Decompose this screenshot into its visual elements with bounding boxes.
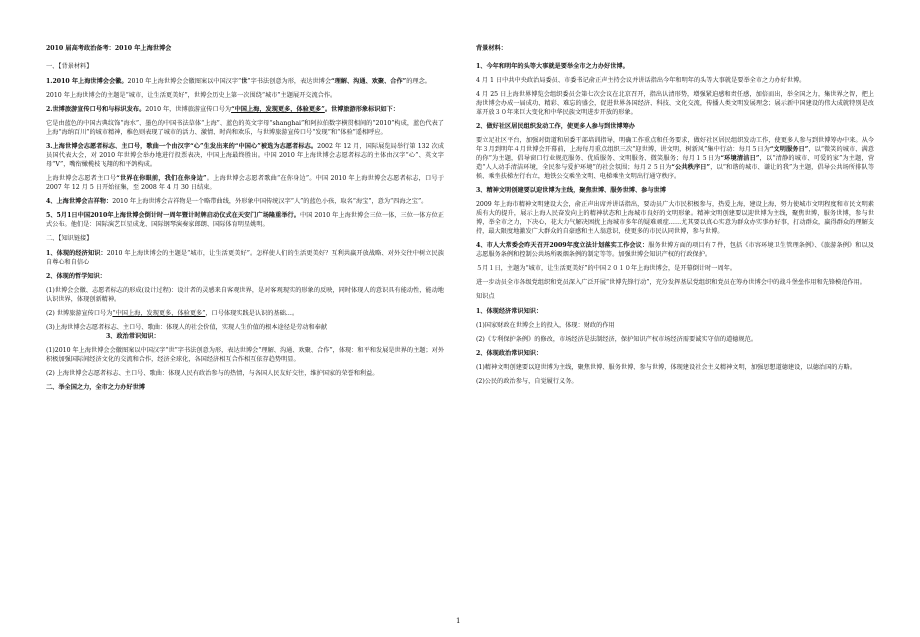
paragraph-civilization: 2009 年上海市精神文明建设大会，俞正声出席并讲话指出，要动员广大市民积极参与，热爱上海，建设上海，努力使城市文明程度和市民文明素质有大的提升，展示上海人民奋发向上的精神状态和上海城市良好的文明形象。精神文明创建要以迎世博为主线，聚焦世博，服务世博，参与世博，举全市之力，下决心，花大力气解决困扰上海城市多年的疑难顽症……尤其要以真心实意为群众办实事办好事，打动群众，赢得群众的理解支持，最大限度地激发广大群众的自豪感和主人翁意识，使更多的市民认同世博，参与世博。 [476,201,874,235]
paragraph-theme: 2010 年上海世博会的主题是“城市，让生活更美好”，世博会历史上第一次围绕“城市”主题展开交流合作。 [46,92,337,99]
heading-community: 2、做好社区居民组织发动工作，使更多人参与到世博筹办 [476,123,635,130]
heading-whole-country: 二、举全国之力，全市之力办好世博 [46,384,145,391]
philosophy-item-1: (1)世博会会徽、志愿者标志的形成(设计过程)：设计者的灵感来自客观世界，是对客观现实的形象的反映，同时体现人的意识具有能动性，能动地认识世界，体现创新精神。 [46,287,444,303]
paragraph-countdown: 5、5月1日中国2010年上海世博会倒计时一周年暨计时牌启动仪式在天安门广场隆重举行。中国 2010 年上海世博会三位一体，三位一体方位正式公布。他们是：国际演艺巨星成龙、国际钢琴演奏家郎朗、国际体育明星姚明。 [46,212,444,228]
paragraph-volunteer: 3.上海世博会志愿者标志、主口号，歌曲一个由汉字“心”生发出来的“中国心”被选为志愿者标志。2002 年 12 月，国际展览局举行第 132 次成员国代表大会，对 2010 年世博会举办地进行投票表决，中国上海最终胜出。中国 2010 年上海世博会志愿者标志的主体由汉字“心”、英文字母“V”，嘴衔橄榄枝飞翔的和平鸽构成。 [46,143,444,168]
heading-top-priority: 1、今年和明年的头等大事就是要举全市之力办好世博。 [476,63,629,70]
heading-politics: 3、政治常识知识： [106,333,160,340]
right-column [476,44,874,391]
paragraph-legislation: 4、市人大常委会昨天召开2009年度立法计划落实工作会议：服务世博方面的项目有７件，包括《市容环境卫生管理条例》、《旅游条例》和以及志愿服务条例和控制公共场所吸烟条例的制定等等。加强世博会知识产权的行政保护。 [476,242,874,258]
heading-politics-knowledge: 2、体现政治常识知识： [476,350,543,357]
paragraph-community: 要立足社区平台，加强对街道和居委干部培训指导，明确工作重点和任务要求，做好社区居民组织发动工作，使更多人参与到世博筹办中来。从今年３月到明年４月世博会开幕前，上海每月重点组织三次“迎世博，讲文明，树新风”集中行动：每月５日为“文明服务日”，以“微笑的城市、满意的你”为主题，倡导窗口行业规范服务、优质服务、文明服务、微笑服务；每月１５日为“环境清洁日”，以“清静的城市、可爱的家”为主题，营造“人人动手清洁环境，全民参与爱护环境”的社会氛围；每月２５日为“公共秩序日”，以“和谐的城市、谦让的我”为主题，倡导公共场所排队等候、乘坐扶梯左行右立，地铁公交乘坐文明、电梯乘坐文明出行通守秩序。 [476,137,875,180]
paragraph-priority-2: 4 月 25 日上海世界博览会组织委员会第七次会议在北京召开，指出认清形势，增强紧迫感和责任感，加倍而出，举全国之力，集世界之智，把上海世博会办成一届成功、精彩、难忘的盛会，促进世界各国经济、科技、文化交流，传播人类文明发展理念；展示新中国建设的伟大成就特别是改革开放３０年来巨大变化和中华民族文明进步开放的形象。 [476,91,874,116]
paragraph-logo-description: 它是由蓝色的中国古典纹饰“海水”、墨色的中国书法草体“上海”、蓝色的英文字母“shanghai”和阿拉伯数字横贯相间的“2010”构成，蓝色代表了上海“海纳百川”的城市精神，稚色则表现了城市的活力、激情、时尚和欢乐，与世博旅游宣传口号“发现”和“体验”遥相呼应。 [46,120,444,136]
knowledge-points-heading: 知识点 [476,293,495,300]
politics-knowledge-item-1: (1)精神文明创建要以迎世博为主线，聚焦世博、服务世博、参与世博，体现建设社会主义精神文明，加强思想道德建设，以德治国的方略。 [476,364,857,371]
paragraph-pioneer: 进一步动员全市各级党组织和党员深入广泛开展“世博先锋行动”，充分发挥基层党组织和党员在筹办世博会中的战斗堡垒作用和先锋模范作用。 [476,279,866,286]
paragraph-economic: 1、体现的经济知识：2010 年上海世博会的主题是“城市，让生活更美好”。怎样使人们的生活更美好？互利共赢开放战略、对外交往中树立民族自尊心和自信心 [46,250,444,266]
economics-item-2: (2)《专利保护条例》的修改，市场经济是法制经济，保护知识产权市场经济需要诚实守信的道德规范。 [476,336,758,343]
paragraph-volunteer-slogan: 上海世博会志愿者主口号“世界在你眼前，我们在你身边”。上海世博会志愿者歌曲“在你身边”。中国 2010 年上海世博会志愿者标志，口号于 2007 年 12 月 5 日开始征集，至 2008 年 4 月 30 日结束。 [46,175,445,191]
heading-civilization: 3、精神文明创建要以迎世博为主线，聚焦世博、服务世博、参与世博 [476,187,666,194]
section-heading-background: 一、【背景材料】 [46,63,93,70]
paragraph-emblem: 1.2010 年上海世博会会徽。2010 年上海世博会会徽图案以中国汉字“世”字书法创意为形，表达世博会“理解、沟通、欢聚、合作”的理念。 [46,78,431,85]
section-heading-knowledge: 二、【知识链接】 [46,235,93,242]
heading-philosophy: 2、体现的哲学知识： [46,273,106,280]
doc-title: 2010 届高考政治备考：2010 年上海世博会 [46,45,172,52]
heading-economics-knowledge: 1、体现经济常识知识： [476,308,543,315]
philosophy-item-2: (2) 世博旅游宣传口号为“中国上海，发现更多，体验更多”，口号体现实践是认识的基础…。 [46,310,299,317]
politics-item-1: (1)2010 年上海世博会会徽图案以中国汉字“世”字书法创意为形，表达世博会“理解、沟通、欢聚、合作”，体现：和平和发展是世界的主题；对外积极加强国际间经济文化的交流和合作，经济全球化，各国经济相互合作相互依存趋势明显。 [46,347,445,363]
politics-item-2: (2) 上海世博会志愿者标志、主口号、歌曲：体现人民有政治参与的热情，与各国人民友好交往，维护国家的荣誉和利益。 [46,370,379,377]
paragraph-priority-1: 4 月 1 日中共中央政治局委员、市委书记俞正声主持会议并讲话指出今年和明年的头等大事就是要举全市之力办好世博。 [476,77,806,84]
politics-knowledge-item-2: (2)公民的政治参与，自觉履行义务。 [476,378,578,385]
background-material-heading: 背景材料： [476,45,507,52]
page-number: 1 [456,617,461,625]
paragraph-slogan: 2.世博旅游宣传口号和与标识发布。2010 年，世博旅游宣传口号为“中国上海，发现更多，体验更多”。世博旅游形象标识如下： [46,106,400,113]
paragraph-may-first: ５月１日，主题为“城市，让生活更美好”的中国２０１０年上海世博会，是开幕倒计时一周年。 [476,265,737,272]
emblem-heading: 1.2010 年上海世博会会徽。 [46,78,128,85]
paragraph-mascot: 4、上海世博会吉祥物：2010 年上海世博会吉祥物是一个略带曲线，外形象中国传统汉字“人”的蓝色小孩，取名“海宝”，意为“四海之宝”。 [46,198,428,205]
economics-item-1: (1)国家财政在世博会上的投入，体现：财政的作用 [476,322,615,329]
philosophy-item-3: (3)上海世博会志愿者标志、主口号、歌曲：体现人的社会价值，实现人生价值的根本途径是劳动和奉献 [46,324,328,331]
left-column [46,44,444,397]
